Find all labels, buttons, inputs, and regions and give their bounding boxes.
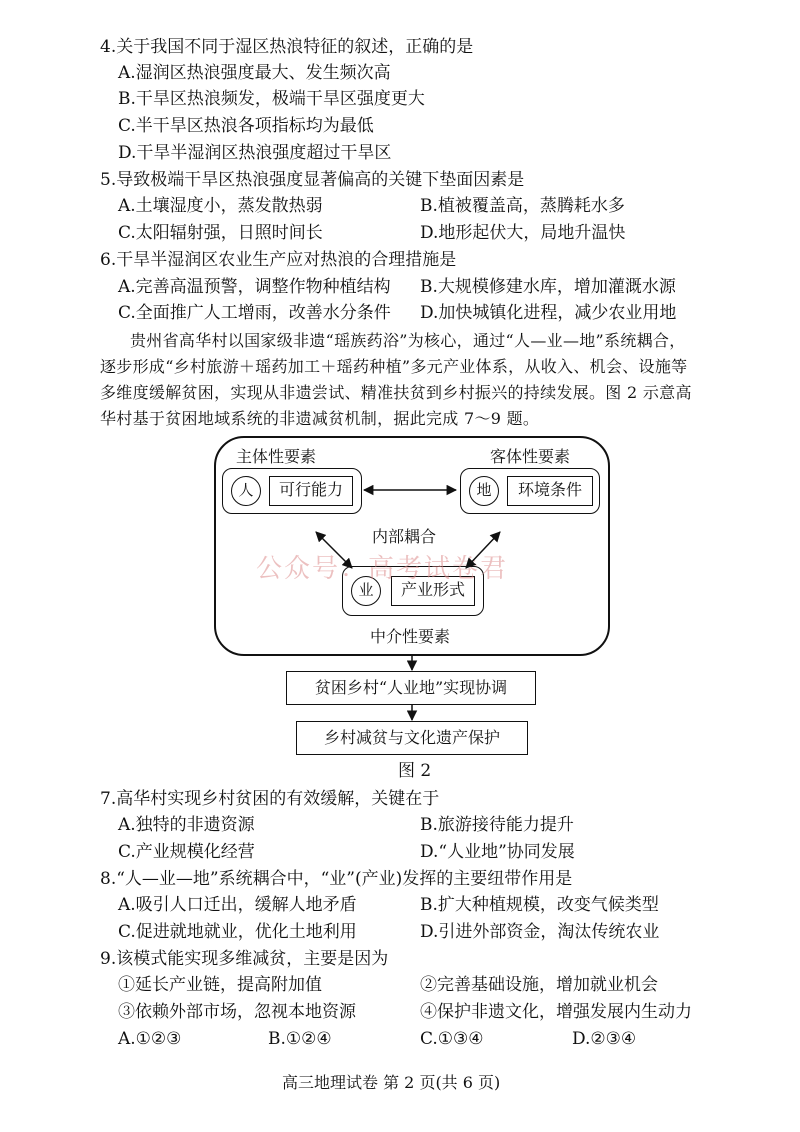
figure-caption: 图 2 xyxy=(398,761,432,781)
q8-option-d: D.引进外部资金，淘汰传统农业 xyxy=(420,922,660,942)
ye-circle: 业 xyxy=(351,576,381,606)
q6-option-d: D.加快城镇化进程，减少农业用地 xyxy=(420,303,677,323)
object-title: 客体性要素 xyxy=(490,447,571,466)
q9-stem: 9.该模式能实现多维减贫，主要是因为 xyxy=(100,949,389,969)
q8-option-c: C.促进就地就业，优化土地利用 xyxy=(118,922,357,942)
q8-option-b: B.扩大种植规模，改变气候类型 xyxy=(420,895,659,915)
q5-stem: 5.导致极端干旱区热浪强度显著偏高的关键下垫面因素是 xyxy=(100,170,525,190)
arrow-ren-ye xyxy=(316,532,352,568)
q9-option-a: A.①②③ xyxy=(118,1029,182,1049)
q9-item-3: ③依赖外部市场，忽视本地资源 xyxy=(118,1002,356,1022)
watermark: 公众号：高考试卷君 xyxy=(256,554,509,584)
subject-title: 主体性要素 xyxy=(236,447,317,466)
q7-option-d: D.“人业地”协同发展 xyxy=(420,842,575,862)
medium-title: 中介性要素 xyxy=(370,627,451,646)
q7-stem: 7.高华村实现乡村贫困的有效缓解，关键在于 xyxy=(100,789,440,809)
q5-option-c: C.太阳辐射强，日照时间长 xyxy=(118,223,323,243)
q6-stem: 6.干旱半湿润区农业生产应对热浪的合理措施是 xyxy=(100,250,457,270)
q8-option-a: A.吸引人口迁出，缓解人地矛盾 xyxy=(118,895,357,915)
industry-box: 产业形式 xyxy=(391,576,475,606)
q7-option-b: B.旅游接待能力提升 xyxy=(420,815,574,835)
q9-option-c: C.①③④ xyxy=(420,1029,484,1049)
passage-line-2: 逐步形成“乡村旅游＋瑶药加工＋瑶药种植”多元产业体系，从收入、机会、设施等 xyxy=(100,357,688,376)
passage-line-1: 贵州省高华村以国家级非遗“瑶族药浴”为核心，通过“人—业—地”系统耦合， xyxy=(130,331,686,350)
q9-item-4: ④保护非遗文化，增强发展内生动力 xyxy=(420,1002,692,1022)
q4-option-d: D.干旱半湿润区热浪强度超过干旱区 xyxy=(118,143,392,163)
q4-option-a: A.湿润区热浪强度最大、发生频次高 xyxy=(118,63,391,83)
q5-option-a: A.土壤湿度小，蒸发散热弱 xyxy=(118,196,323,216)
q6-option-b: B.大规模修建水库，增加灌溉水源 xyxy=(420,277,676,297)
ability-box: 可行能力 xyxy=(269,476,353,506)
q4-option-b: B.干旱区热浪频发，极端干旱区强度更大 xyxy=(118,89,425,109)
q6-option-a: A.完善高温预警，调整作物种植结构 xyxy=(118,277,391,297)
di-circle: 地 xyxy=(469,476,499,506)
flow-box-outcome: 乡村减贫与文化遗产保护 xyxy=(296,721,528,755)
q9-option-b: B.①②④ xyxy=(268,1029,332,1049)
q6-option-c: C.全面推广人工增雨，改善水分条件 xyxy=(118,303,391,323)
q9-option-d: D.②③④ xyxy=(572,1029,637,1049)
q7-option-a: A.独特的非遗资源 xyxy=(118,815,255,835)
internal-coupling-label: 内部耦合 xyxy=(372,527,437,546)
q8-stem: 8.“人—业—地”系统耦合中，“业”(产业)发挥的主要纽带作用是 xyxy=(100,869,573,889)
q9-item-1: ①延长产业链，提高附加值 xyxy=(118,975,322,995)
page-footer: 高三地理试卷 第 2 页(共 6 页) xyxy=(282,1073,501,1092)
flow-box-coordination: 贫困乡村“人业地”实现协调 xyxy=(286,671,536,705)
arrow-di-ye xyxy=(466,532,500,568)
q5-option-b: B.植被覆盖高，蒸腾耗水多 xyxy=(420,196,625,216)
q7-option-c: C.产业规模化经营 xyxy=(118,842,255,862)
environment-box: 环境条件 xyxy=(507,476,593,506)
passage-line-4: 华村基于贫困地域系统的非遗减贫机制，据此完成 7～9 题。 xyxy=(100,409,540,428)
passage-line-3: 多维度缓解贫困，实现从非遗尝试、精准扶贫到乡村振兴的持续发展。图 2 示意高 xyxy=(100,383,692,402)
q4-option-c: C.半干旱区热浪各项指标均为最低 xyxy=(118,116,374,136)
q4-stem: 4.关于我国不同于湿区热浪特征的叙述，正确的是 xyxy=(100,37,474,57)
q5-option-d: D.地形起伏大，局地升温快 xyxy=(420,223,626,243)
ren-circle: 人 xyxy=(231,476,261,506)
q9-item-2: ②完善基础设施，增加就业机会 xyxy=(420,975,658,995)
